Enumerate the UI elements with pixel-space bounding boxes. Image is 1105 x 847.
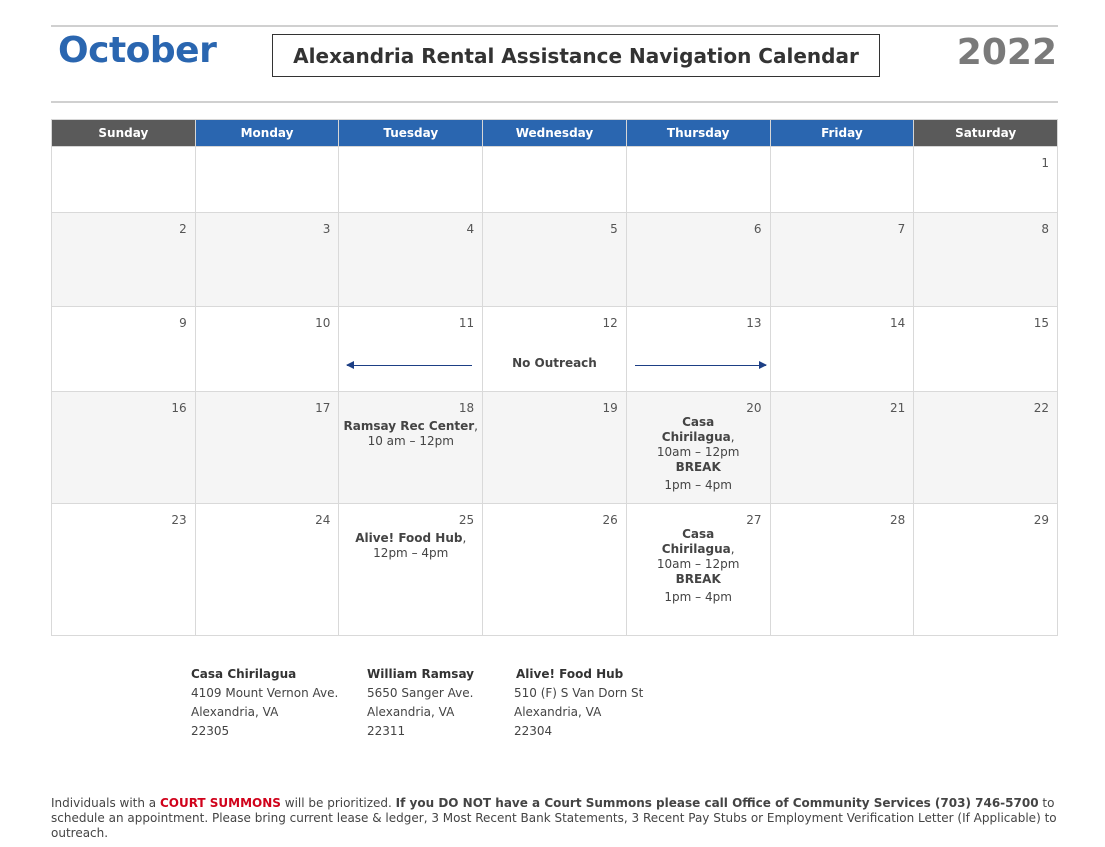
day-cell: [483, 213, 627, 307]
day-number: 17: [315, 401, 331, 415]
day-cell: [770, 392, 914, 504]
day-cell: [483, 147, 627, 213]
event-place: Casa: [682, 415, 715, 429]
top-divider: [51, 25, 1058, 27]
day-cell: [339, 213, 483, 307]
calendar-title: Alexandria Rental Assistance Navigation Calendar: [272, 34, 880, 77]
weekday-wednesday: Wednesday: [483, 120, 627, 147]
event-time: 10am – 12pm: [656, 445, 740, 459]
location-name: Alive! Food Hub: [516, 667, 624, 681]
location-zip: 22305: [191, 724, 230, 738]
day-cell: [52, 392, 196, 504]
day-cell: [770, 147, 914, 213]
day-number: [627, 147, 770, 170]
event-place: Alive! Food Hub: [355, 531, 463, 545]
day-cell: [195, 504, 339, 636]
event-oct25: [339, 531, 482, 561]
event-break: BREAK: [675, 572, 721, 586]
location-city: Alexandria, VA: [367, 705, 455, 719]
day-cell: [195, 392, 339, 504]
footer-text: Individuals with a: [51, 796, 160, 810]
week-row: [52, 213, 1058, 307]
day-number: 23: [171, 513, 187, 527]
location-street: 5650 Sanger Ave.: [367, 686, 474, 700]
event-separator: ,: [474, 419, 478, 433]
day-number: 2: [179, 222, 187, 236]
location-name: William Ramsay: [367, 667, 475, 681]
event-separator: ,: [730, 542, 735, 556]
year-title: 2022: [956, 32, 1057, 73]
day-cell: [483, 392, 627, 504]
day-number: [52, 147, 195, 170]
month-title: October: [58, 30, 217, 71]
day-cell: [626, 147, 770, 213]
day-cell: [339, 504, 483, 636]
day-cell: [52, 307, 196, 392]
day-number: [771, 147, 914, 170]
week-row: [52, 147, 1058, 213]
day-number: 20: [746, 401, 762, 415]
location-william-ramsay: [367, 665, 474, 741]
day-number: 18: [458, 401, 475, 415]
day-number: [483, 147, 626, 170]
calendar-grid: [51, 119, 1058, 636]
event-place: Casa: [682, 527, 715, 541]
day-cell: [626, 392, 770, 504]
day-number: 19: [602, 401, 618, 415]
weekday-monday: Monday: [195, 120, 339, 147]
footer-contact: If you DO NOT have a Court Summons please call Office of Community Services (703) 746-5700: [395, 796, 1039, 810]
weekday-saturday: Saturday: [914, 120, 1058, 147]
event-time: 10 am – 12pm: [367, 434, 454, 448]
day-number: [196, 147, 339, 170]
weekday-header-row: [52, 120, 1058, 147]
day-cell: [339, 307, 483, 392]
day-number: 29: [1033, 513, 1049, 527]
day-number: 8: [1041, 222, 1049, 236]
no-outreach-label: No Outreach: [512, 356, 597, 370]
location-casa-chirilagua: [191, 665, 338, 741]
weekday-thursday: Thursday: [626, 120, 770, 147]
day-cell: [770, 504, 914, 636]
day-cell: [195, 307, 339, 392]
day-cell: [339, 392, 483, 504]
location-alive-food-hub: [514, 665, 643, 741]
day-cell: [626, 307, 770, 392]
day-number: 14: [889, 316, 906, 330]
event-time: 12pm – 4pm: [373, 546, 449, 560]
week-row: [52, 307, 1058, 392]
day-cell: [52, 147, 196, 213]
event-time: 1pm – 4pm: [664, 590, 732, 604]
day-cell: [52, 213, 196, 307]
week-row: [52, 504, 1058, 636]
day-cell: [770, 307, 914, 392]
court-summons-label: COURT SUMMONS: [159, 796, 281, 810]
day-number: 15: [1033, 316, 1049, 330]
day-number: 21: [889, 401, 906, 415]
arrow-left-icon: [347, 365, 472, 366]
day-cell: [626, 504, 770, 636]
footer-text: to schedule an appointment. Please bring current lease & ledger, 3 Most Recent Bank Statements, 3 Recent Pay Stubs or Employment Verification Letter (If Applicable) to outreach.: [51, 796, 1057, 840]
weekday-tuesday: Tuesday: [339, 120, 483, 147]
event-break: BREAK: [675, 460, 721, 474]
day-number: 11: [458, 316, 475, 330]
day-number: 3: [322, 222, 331, 236]
day-cell: [195, 213, 339, 307]
location-name: Casa Chirilagua: [191, 667, 297, 681]
day-number: 7: [897, 222, 906, 236]
day-number: 12: [602, 316, 618, 330]
day-number: 22: [1033, 401, 1049, 415]
event-time: 1pm – 4pm: [664, 478, 732, 492]
footer-text: will be prioritized.: [280, 796, 396, 810]
location-zip: 22304: [514, 724, 553, 738]
day-number: 25: [458, 513, 475, 527]
day-cell: [52, 504, 196, 636]
location-city: Alexandria, VA: [514, 705, 602, 719]
day-number: 9: [179, 316, 187, 330]
day-number: 16: [171, 401, 187, 415]
day-number: 1: [1041, 156, 1049, 170]
day-cell: [339, 147, 483, 213]
day-number: 28: [889, 513, 906, 527]
footer-note: [51, 796, 1061, 841]
day-cell: [626, 213, 770, 307]
event-oct20: [627, 415, 770, 493]
day-cell: [914, 504, 1058, 636]
header-divider: [51, 101, 1058, 103]
weekday-friday: Friday: [770, 120, 914, 147]
event-oct27: [627, 527, 770, 605]
arrow-right-icon: [635, 365, 766, 366]
day-cell: [914, 392, 1058, 504]
day-number: 10: [315, 316, 331, 330]
day-number: 5: [610, 222, 618, 236]
event-place: Chirilagua: [661, 430, 731, 444]
day-cell: [914, 147, 1058, 213]
event-separator: ,: [462, 531, 467, 545]
week-row: [52, 392, 1058, 504]
day-number: [339, 147, 482, 170]
day-number: 13: [746, 316, 762, 330]
day-number: 4: [466, 222, 475, 236]
location-street: 510 (F) S Van Dorn St: [514, 686, 644, 700]
day-number: 24: [315, 513, 331, 527]
location-zip: 22311: [367, 724, 406, 738]
day-cell: [770, 213, 914, 307]
day-number: 26: [602, 513, 618, 527]
day-number: 6: [753, 222, 762, 236]
day-cell: [483, 504, 627, 636]
day-cell: [914, 307, 1058, 392]
event-separator: ,: [730, 430, 735, 444]
event-oct18: [339, 419, 482, 449]
day-cell: [195, 147, 339, 213]
event-place: Chirilagua: [661, 542, 731, 556]
day-number: 27: [746, 513, 762, 527]
location-city: Alexandria, VA: [191, 705, 279, 719]
location-street: 4109 Mount Vernon Ave.: [191, 686, 339, 700]
event-place: Ramsay Rec Center: [343, 419, 475, 433]
day-cell: [914, 213, 1058, 307]
day-cell: [483, 307, 627, 392]
weekday-sunday: Sunday: [52, 120, 196, 147]
event-time: 10am – 12pm: [656, 557, 740, 571]
